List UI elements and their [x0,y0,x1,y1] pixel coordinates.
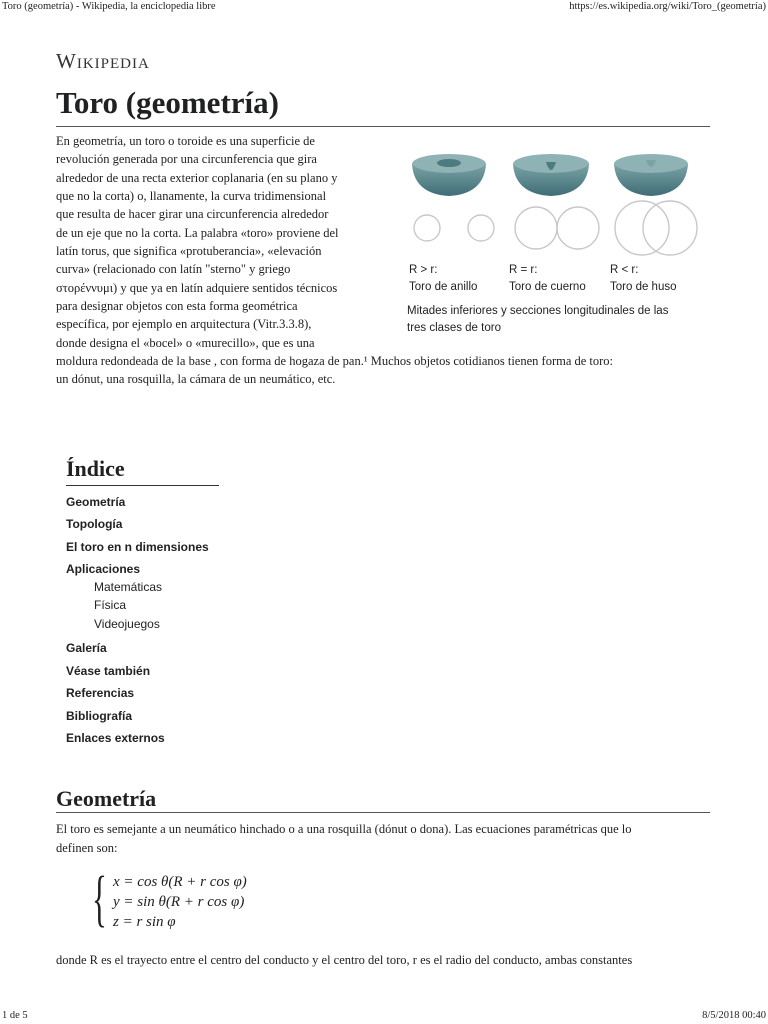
horn-torus-surface [513,154,589,196]
ring-section-circle-left [414,215,440,241]
ring-torus-surface [412,154,486,196]
intro-line: que resulta de hacer girar una circunferencia alrededor [56,207,329,221]
ring-section-circle-right [468,215,494,241]
figure-caption: Mitades inferiores y secciones longitudinales de las tres clases de toro [407,305,669,334]
parametric-equations [113,872,247,932]
toc-item-n-dimensiones[interactable]: El toro en n dimensiones [66,540,209,554]
section-heading-geometria: Geometría [56,786,157,811]
intro-line: στορέννυμι) y que ya en latín adquiere sentidos técnicos [56,281,338,295]
toc-item-topologia[interactable]: Topología [66,517,123,531]
horn-torus-label: R = r: Toro de cuerno [509,264,586,293]
toc-item-enlaces-externos[interactable]: Enlaces externos [66,731,165,745]
page-tab-title: Toro (geometría) - Wikipedia, la enciclopedia libre [2,1,216,12]
intro-line: que no la corta) o, llanamente, la curva tridimensional [56,189,327,203]
intro-line: para designar objetos con esta forma geométrica [56,299,298,313]
spindle-torus-surface [614,154,688,196]
intro-line: revolución generada por una circunferencia que gira [56,152,317,166]
spindle-section-circle-right [643,201,697,255]
intro-line: En geometría, un toro o toroide es una superficie de [56,134,315,148]
toc-divider [66,485,219,486]
intro-line: curva» (relacionado con latín "sterno" y griego [56,262,291,276]
intro-line: específica, por ejemplo en arquitectura (Vitr.3.3.8), [56,317,312,331]
equation-x: x = cos θ(R + r cos φ) [113,874,247,890]
intro-line: un dónut, una rosquilla, la cámara de un neumático, etc. [56,372,336,386]
title-divider [56,126,710,127]
toc-subitem-fisica[interactable]: Física [94,598,127,612]
toc-item-geometria[interactable]: Geometría [66,495,126,509]
browser-footer [0,1006,768,1024]
wikipedia-wordmark[interactable]: Wikipedia [56,49,150,73]
toc-item-vease-tambien[interactable]: Véase también [66,664,151,678]
intro-line: moldura redondeada de la base , con forma de hogaza de pan.¹ Muchos objetos cotidianos tienen forma de toro: [56,354,614,368]
print-timestamp: 8/5/2018 00:40 [702,1010,766,1021]
toc-item-bibliografia[interactable]: Bibliografía [66,709,133,723]
equation-brace: { [92,865,107,933]
page-title: Toro (geometría) [56,85,279,120]
section-divider [56,812,710,813]
equation-z: z = r sin φ [113,914,176,930]
torus-illustration [408,148,708,268]
intro-line: latín torus, que significa «protuberancia», «elevación [56,244,322,258]
horn-section-circle-right [557,207,599,249]
browser-header [0,0,768,14]
intro-line: de un eje que no la corta. La palabra «toro» proviene del [56,226,339,240]
toc-subitem-matematicas[interactable]: Matemáticas [94,580,163,594]
page-url[interactable]: https://es.wikipedia.org/wiki/Toro_(geometría) [569,1,766,12]
toc-subitem-videojuegos[interactable]: Videojuegos [94,617,160,631]
ring-torus-label: R > r: Toro de anillo [409,264,478,293]
toc-item-galeria[interactable]: Galería [66,641,107,655]
page-counter: 1 de 5 [2,1010,28,1021]
horn-section-circle-left [515,207,557,249]
intro-line: donde designa el «bocel» o «murecillo», que es una [56,336,315,350]
toc-title: Índice [66,456,125,481]
intro-line: alrededor de una recta exterior coplanaria (en su plano y [56,171,338,185]
toc-item-aplicaciones[interactable]: Aplicaciones [66,562,141,576]
spindle-section-circle-left [615,201,669,255]
geometry-paragraph-line: definen son: [56,841,118,855]
spindle-torus-label: R < r: Toro de huso [610,264,677,293]
geometry-after-equations: donde R es el trayecto entre el centro del conducto y el centro del toro, r es el radio del conducto, ambas constantes [56,953,633,967]
toc-item-referencias[interactable]: Referencias [66,686,135,700]
equation-y: y = sin θ(R + r cos φ) [113,894,245,910]
geometry-paragraph-line: El toro es semejante a un neumático hinchado o a una rosquilla (dónut o dona). Las ecuaciones paramétricas que lo [56,822,632,836]
